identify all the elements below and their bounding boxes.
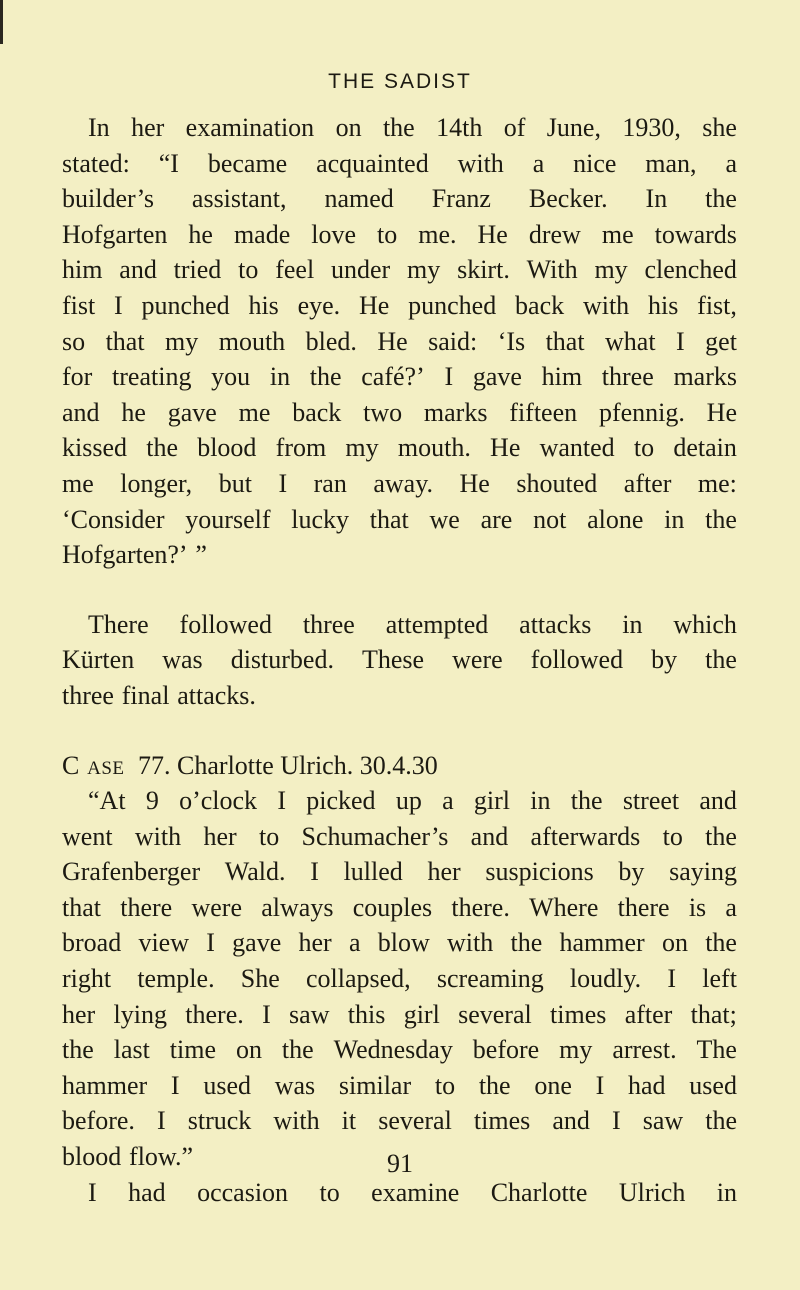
text-line: and he gave me back two marks fifteen pfennig. He <box>62 397 737 427</box>
page-number: 91 <box>387 1149 413 1178</box>
text-line: Kürten was disturbed. These were followed by the <box>62 645 737 675</box>
text-line: went with her to Schumacher’s and afterwards to the <box>62 821 737 851</box>
page-body <box>62 110 737 1210</box>
text-line: for treating you in the café?’ I gave him three marks <box>62 362 737 392</box>
text-line: me longer, but I ran away. He shouted after me: <box>62 468 737 498</box>
text-line: hammer I used was similar to the one I had used <box>62 1070 737 1100</box>
paragraph-attempted-attacks <box>62 607 737 714</box>
paragraph-examination <box>62 110 737 573</box>
text-line: In her examination on the 14th of June, 1930, she <box>88 113 737 142</box>
text-line: Hofgarten he made love to me. He drew me towards <box>62 219 737 249</box>
paragraph-case-statement <box>62 783 737 1175</box>
text-line: her lying there. I saw this girl several times after that; <box>62 999 737 1029</box>
text-line: that there were always couples there. Where there is a <box>62 892 737 922</box>
case-heading-text: 77. Charlotte Ulrich. 30.4.30 <box>138 750 438 780</box>
text-line: “At 9 o’clock I picked up a girl in the street and <box>88 786 737 816</box>
text-line: him and tried to feel under my skirt. With my clenched <box>62 255 737 285</box>
page-edge-mark <box>0 0 3 44</box>
text-line: There followed three attempted attacks in which <box>88 609 737 639</box>
running-head: THE SADIST <box>328 70 472 93</box>
text-line: fist I punched his eye. He punched back with his fist, <box>62 290 737 320</box>
text-line: I had occasion to examine Charlotte Ulrich in <box>88 1177 737 1207</box>
text-line: the last time on the Wednesday before my arrest. The <box>62 1035 737 1065</box>
text-line: stated: “I became acquainted with a nice man, a <box>62 148 737 178</box>
text-line: right temple. She collapsed, screaming loudly. I left <box>62 964 737 994</box>
case-label-rest: ASE <box>87 757 125 779</box>
text-line: kissed the blood from my mouth. He wanted to detain <box>62 433 737 463</box>
text-line: blood flow.” <box>62 1142 194 1172</box>
text-line: builder’s assistant, named Franz Becker. In the <box>62 184 737 214</box>
text-line: three final attacks. <box>62 680 256 710</box>
text-line: Grafenberger Wald. I lulled her suspicions by saying <box>62 857 737 887</box>
text-line: broad view I gave her a blow with the hammer on the <box>62 928 737 958</box>
text-line: Hofgarten?’ ” <box>62 540 207 570</box>
case-heading <box>62 748 737 784</box>
text-line: before. I struck with it several times and I saw the <box>62 1106 737 1136</box>
text-line: so that my mouth bled. He said: ‘Is that what I get <box>62 326 737 356</box>
paragraph-examination-note <box>62 1175 737 1211</box>
text-line: ‘Consider yourself lucky that we are not alone in the <box>62 504 737 534</box>
case-label-cap: C <box>62 750 80 780</box>
